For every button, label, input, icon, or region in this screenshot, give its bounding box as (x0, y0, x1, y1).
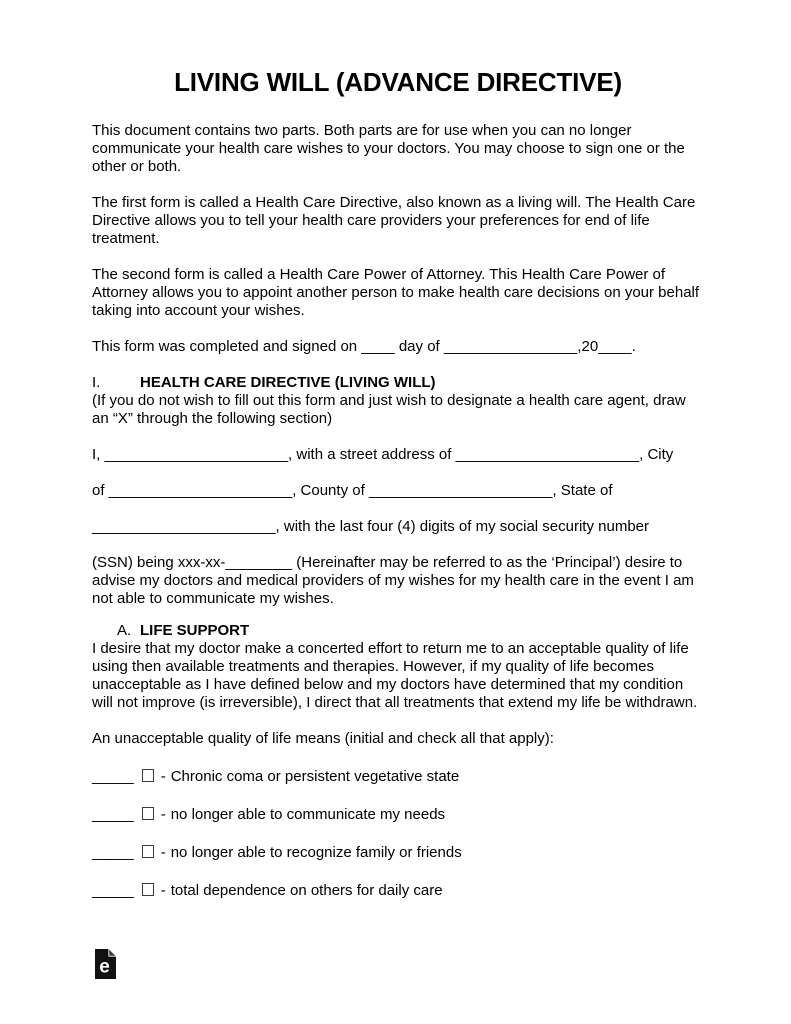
date-signed-line: This form was completed and signed on ____ day of ________________,20____. (92, 338, 636, 355)
life-support-title: LIFE SUPPORT (140, 622, 250, 639)
section-1-note: (If you do not wish to fill out this form and just wish to designate a health care agent, draw an “X” through the following section) (92, 392, 686, 427)
initials-blank[interactable]: _____ (92, 844, 134, 861)
ssn-paragraph: (SSN) being xxx-xx-________ (Hereinafter may be referred to as the ‘Principal’) desire to advise my doctors and medical providers of my wishes for my health care in the event I am not able to communicate my wishes. (92, 554, 694, 607)
section-1-number: I. (92, 374, 101, 391)
checklist-item-total-dependence (92, 882, 704, 900)
section-1-heading (92, 374, 704, 392)
checkbox-icon[interactable] (142, 883, 154, 896)
intro-paragraph-1: This document contains two parts. Both parts are for use when you can no longer communicate your health care wishes to your doctors. You may choose to sign one or the other or both. (92, 122, 685, 175)
eforms-logo-letter: e (99, 956, 110, 978)
fill-in-line-city-county-state: of ______________________, County of ______________________, State of (92, 482, 613, 499)
initials-blank[interactable]: _____ (92, 768, 134, 785)
item-separator: - (160, 768, 166, 785)
fill-in-line-state-ssn: ______________________, with the last four (4) digits of my social security number (92, 518, 649, 535)
intro-paragraph-3: The second form is called a Health Care Power of Attorney. This Health Care Power of Attorney allows you to appoint another person to make health care decisions on your behalf taking into account your wishes. (92, 266, 700, 319)
checklist-item-communicate-needs (92, 806, 704, 824)
fill-in-line-name-address: I, ______________________, with a street address of ______________________, City (92, 446, 674, 463)
life-support-paragraph: I desire that my doctor make a concerted effort to return me to an acceptable quality of life using then available treatments and therapies. However, if my quality of life becomes unacceptable as I have defined below and my doctors have determined that my condition will not improve (is irreversible), I direct that all treatments that extend my life be withdrawn. (92, 640, 698, 711)
checklist-item-label: no longer able to recognize family or friends (170, 844, 462, 861)
checklist-item-chronic-coma (92, 768, 704, 786)
section-1-title: HEALTH CARE DIRECTIVE (LIVING WILL) (140, 374, 436, 391)
document-title: LIVING WILL (ADVANCE DIRECTIVE) (174, 67, 622, 97)
principal-info-fill-in (92, 446, 704, 536)
checkbox-icon[interactable] (142, 845, 154, 858)
checkbox-icon[interactable] (142, 769, 154, 782)
item-separator: - (160, 844, 166, 861)
life-support-letter: A. (117, 622, 132, 639)
life-support-heading (92, 622, 704, 640)
checkbox-icon[interactable] (142, 807, 154, 820)
item-separator: - (160, 806, 166, 823)
eforms-logo-icon (94, 948, 117, 980)
item-separator: - (160, 882, 166, 899)
checklist-item-label: total dependence on others for daily care (170, 882, 443, 899)
checklist-item-recognize-family (92, 844, 704, 862)
checklist-item-label: no longer able to communicate my needs (170, 806, 446, 823)
initials-blank[interactable]: _____ (92, 806, 134, 823)
checklist-prompt: An unacceptable quality of life means (initial and check all that apply): (92, 730, 554, 747)
checklist-item-label: Chronic coma or persistent vegetative state (170, 768, 460, 785)
intro-paragraph-2: The first form is called a Health Care Directive, also known as a living will. The Health Care Directive allows you to tell your health care providers your preferences for end of life treatment. (92, 194, 696, 247)
initials-blank[interactable]: _____ (92, 882, 134, 899)
